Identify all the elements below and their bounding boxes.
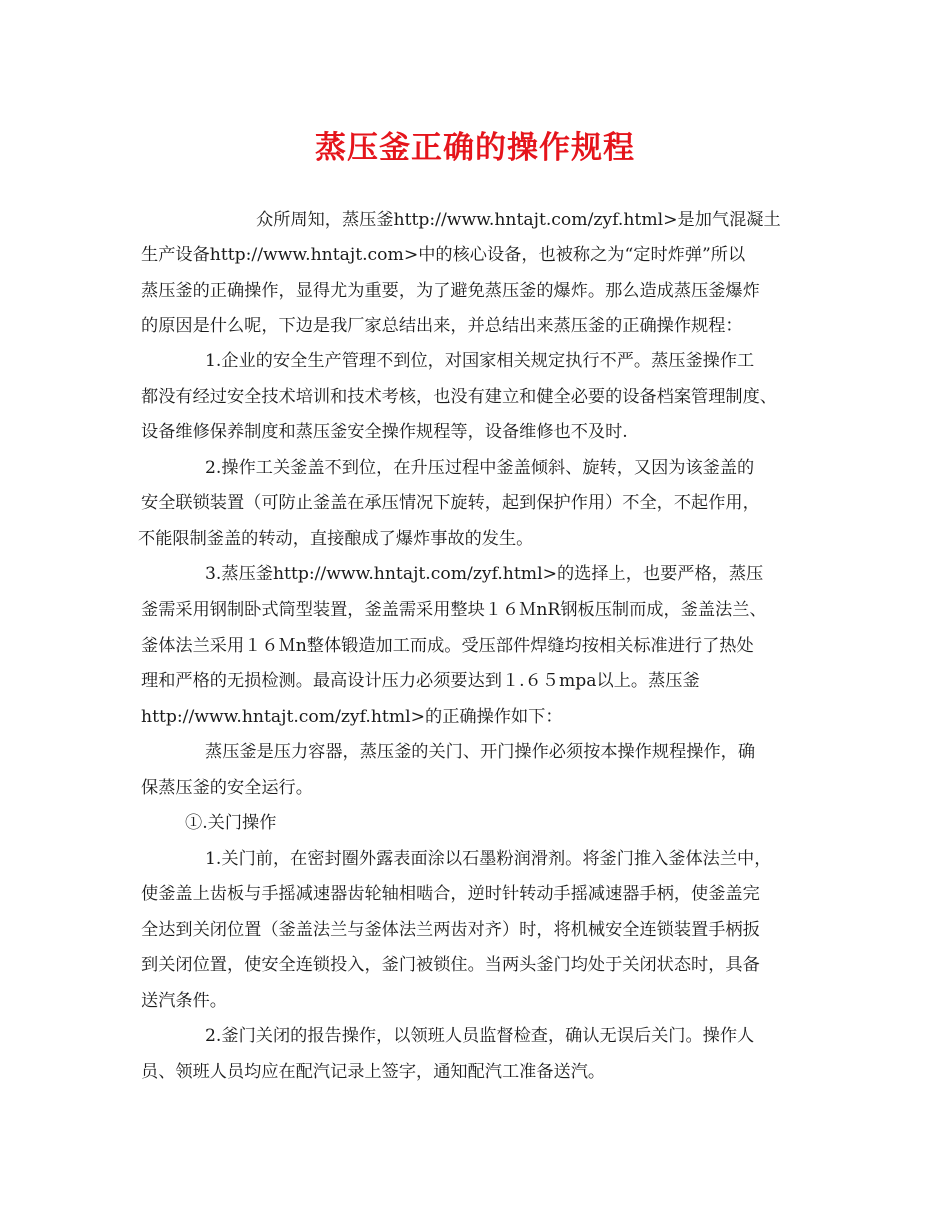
- paragraph-line: 釜体法兰采用１６Ｍn整体锻造加工而成。受压部件焊缝均按相关标准进行了热处: [141, 636, 754, 656]
- document-title: 蒸压釜正确的操作规程: [315, 130, 635, 166]
- paragraph-line: 2.操作工关釜盖不到位，在升压过程中釜盖倾斜、旋转，又因为该釜盖的: [205, 458, 755, 478]
- paragraph-line: 众所周知，蒸压釜http://www.hntajt.com/zyf.html>是加气混凝土: [256, 210, 781, 230]
- paragraph-line: ①.关门操作: [185, 813, 277, 833]
- paragraph-line: 保蒸压釜的安全运行。: [141, 778, 313, 798]
- paragraph-line: 生产设备http://www.hntajt.com>中的核心设备，也被称之为“定时炸弹”所以: [141, 245, 746, 265]
- paragraph-line: 送汽条件。: [141, 991, 227, 1011]
- paragraph-line: 不能限制釜盖的转动，直接酿成了爆炸事故的发生。: [138, 529, 534, 549]
- paragraph-line: http://www.hntajt.com/zyf.html>的正确操作如下：: [141, 707, 563, 727]
- paragraph-line: 3.蒸压釜http://www.hntajt.com/zyf.html>的选择上，也要严格，蒸压: [205, 564, 764, 584]
- paragraph-line: 的原因是什么呢，下边是我厂家总结出来，并总结出来蒸压釜的正确操作规程：: [141, 316, 743, 336]
- paragraph-line: 理和严格的无损检测。最高设计压力必须要达到１.６５mpa以上。蒸压釜: [141, 671, 700, 691]
- paragraph-line: 全达到关闭位置（釜盖法兰与釜体法兰两齿对齐）时，将机械安全连锁装置手柄扳: [141, 920, 760, 940]
- paragraph-line: 安全联锁装置（可防止釜盖在承压情况下旋转，起到保护作用）不全，不起作用，: [141, 493, 760, 513]
- paragraph-line: 2.釜门关闭的报告操作，以领班人员监督检查，确认无误后关门。操作人: [205, 1026, 755, 1046]
- paragraph-line: 蒸压釜的正确操作，显得尤为重要，为了避免蒸压釜的爆炸。那么造成蒸压釜爆炸: [141, 281, 760, 301]
- paragraph-line: 釜需采用钢制卧式筒型装置，釜盖需采用整块１６ＭnR钢板压制而成，釜盖法兰、: [141, 600, 767, 620]
- paragraph-line: 蒸压釜是压力容器，蒸压釜的关门、开门操作必须按本操作规程操作，确: [205, 742, 756, 762]
- paragraph-line: 使釜盖上齿板与手摇减速器齿轮轴相啮合，逆时针转动手摇减速器手柄，使釜盖完: [141, 884, 760, 904]
- paragraph-line: 到关闭位置，使安全连锁投入，釜门被锁住。当两头釜门均处于关闭状态时，具备: [141, 955, 760, 975]
- paragraph-line: 都没有经过安全技术培训和技术考核，也没有建立和健全必要的设备档案管理制度、: [141, 387, 777, 407]
- paragraph-line: 设备维修保养制度和蒸压釜安全操作规程等，设备维修也不及时.: [141, 422, 628, 442]
- paragraph-line: 员、领班人员均应在配汽记录上签字，通知配汽工准备送汽。: [141, 1062, 606, 1082]
- paragraph-line: 1.关门前，在密封圈外露表面涂以石墨粉润滑剂。将釜门推入釜体法兰中，: [205, 849, 772, 869]
- paragraph-line: 1.企业的安全生产管理不到位，对国家相关规定执行不严。蒸压釜操作工: [205, 351, 755, 371]
